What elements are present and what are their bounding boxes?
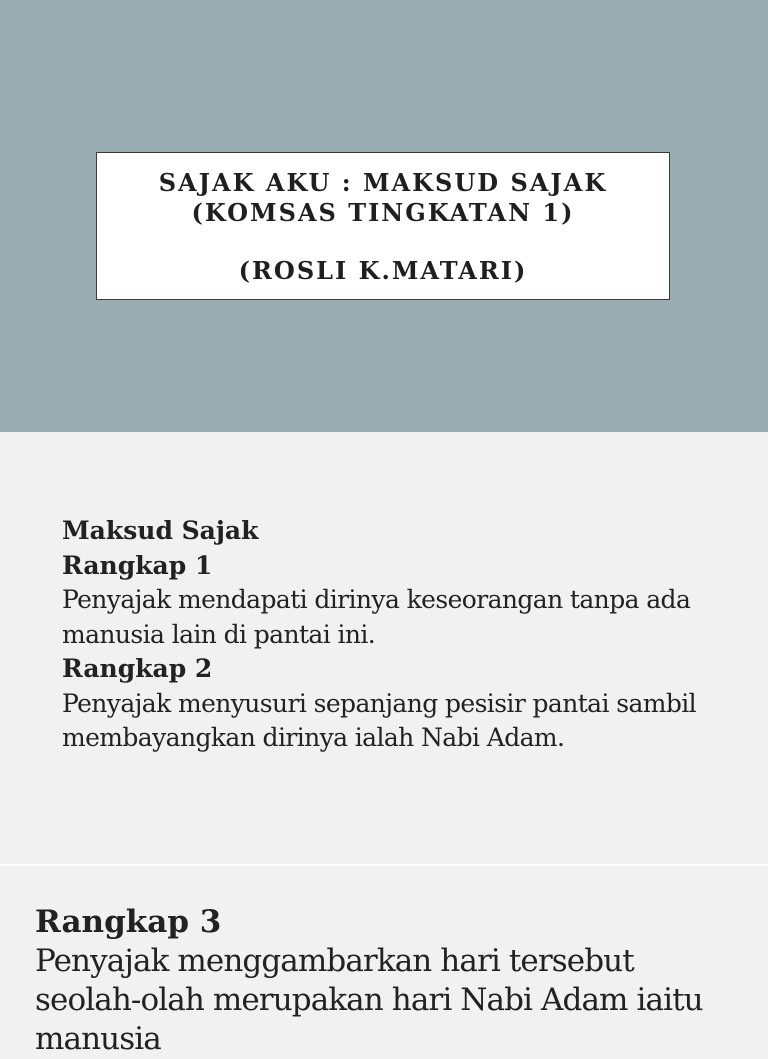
slide-title-line-1: SAJAK AKU : MAKSUD SAJAK [158,168,608,197]
meaning-slide [0,432,768,864]
title-box [96,152,670,300]
stanza-1-text: Penyajak mendapati dirinya keseorangan tanpa ada manusia lain di pantai ini. [62,585,691,649]
meaning-content [62,514,752,756]
stanza-3-text: Penyajak menggambarkan hari tersebut seolah-olah merupakan hari Nabi Adam iaitu manusia [35,943,703,1057]
title-slide [0,0,768,432]
stanza-3-slide [0,866,768,1057]
stanza-2-heading: Rangkap 2 [62,654,213,683]
section-heading: Maksud Sajak [62,516,259,545]
stanza-1-heading: Rangkap 1 [62,550,213,580]
slide-title-line-2: (KOMSAS TINGKATAN 1) [191,198,575,227]
stanza-3-heading: Rangkap 3 [35,904,222,940]
stanza-3-content [35,903,735,1059]
slide-author: (ROSLI K.MATARI) [238,256,528,285]
stanza-2-text: Penyajak menyusuri sepanjang pesisir pantai sambil membayangkan dirinya ialah Nabi Adam. [62,688,697,752]
